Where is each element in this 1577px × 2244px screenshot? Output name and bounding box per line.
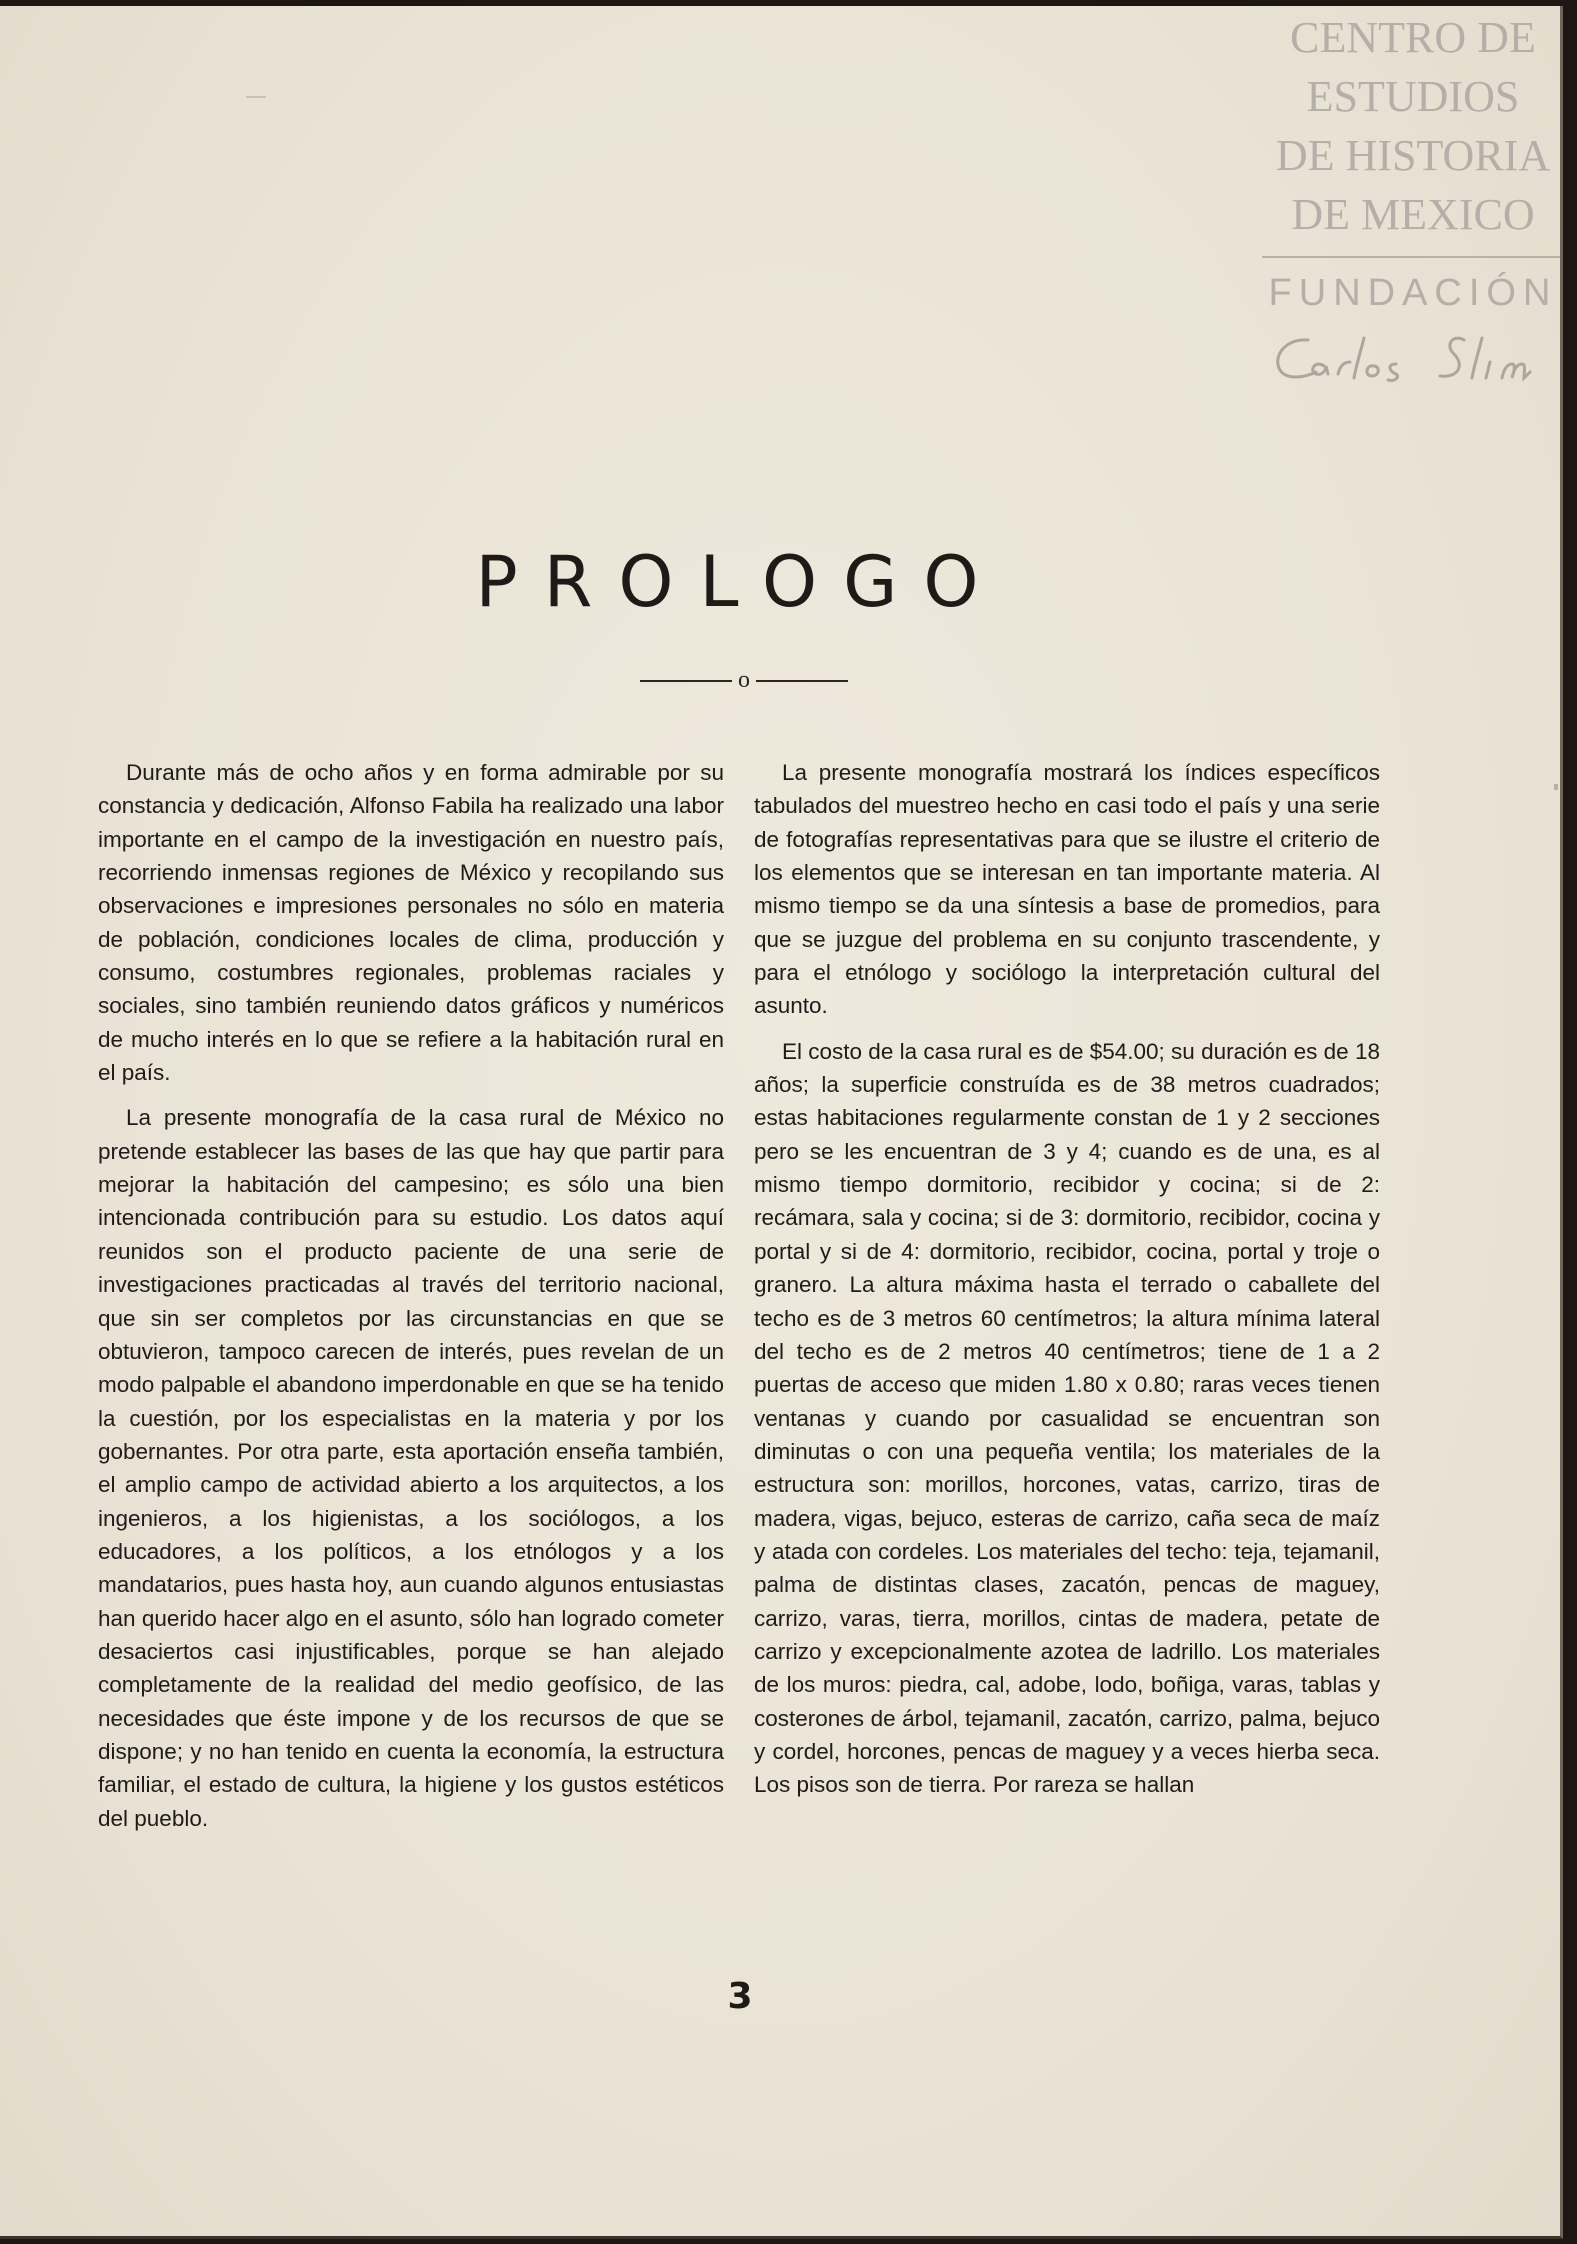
paragraph: Durante más de ocho años y en forma admirable por su constancia y dedicación, Alfonso Fabila ha realizado una labor importante en el campo de la investigación en nuestro país, recorriendo inmensas regiones de México y recopilando sus observaciones e impresiones personales no sólo en materia de población, condiciones locales de clima, producción y consumo, costumbres regionales, problemas raciales y sociales, sino también reuniendo datos gráficos y numéricos de mucho interés en lo que se refiere a la habitación rural en el país.: [98, 760, 724, 1086]
page-number: 3: [727, 1976, 753, 2017]
stamp-divider: [1262, 256, 1563, 258]
stamp-line-3: DE HISTORIA: [1275, 131, 1551, 180]
stamp-line-1: CENTRO DE: [1290, 13, 1536, 62]
document-page: [0, 6, 1563, 2239]
title-ornament: [640, 666, 848, 694]
stamp-signature: [1258, 322, 1563, 394]
page-speck: [246, 96, 266, 98]
paragraph: El costo de la casa rural es de $54.00; su duración es de 18 años; la superficie construída es de 38 metros cuadrados; estas habitaciones regularmente constan de 1 y 2 secciones pero se les encuentran de 3 y 4; cuando es de una, es al mismo tiempo dormitorio, recibidor y cocina; si de 2: recámara, sala y cocina; si de 3: dormitorio, recibidor, cocina y portal y si de 4: dormitorio, recibidor, cocina, portal y troje o granero. La altura máxima hasta el terrado o caballete del techo es de 3 metros 60 centímetros; la altura mínima lateral del techo es de 2 metros 40 centímetros; tiene de 1 a 2 puertas de acceso que miden 1.80 x 0.80; raras veces tienen ventanas y cuando por casualidad se encuentran son diminutas o con una pequeña ventila; los materiales de la estructura son: morillos, horcones, vatas, carrizo, tiras de madera, vigas, bejuco, esteras de carrizo, caña seca de maíz y atada con cordeles. Los materiales del techo: teja, tejamanil, palma de distintas clases, zacatón, pencas de maguey, carrizo, varas, tierra, morillos, cintas de madera, petate de carrizo y excepcionalmente azotea de ladrillo. Los materiales de los muros: piedra, cal, adobe, lodo, boñiga, varas, tablas y costerones de árbol, tejamanil, zacatón, carrizo, palma, bejuco y cordel, horcones, pencas de maguey y a veces hierba seca. Los pisos son de tierra. Por rareza se hallan: [754, 1038, 1380, 1798]
signature-icon: [1268, 322, 1563, 394]
page-speck-right: [1554, 784, 1558, 790]
text-column-right: [754, 756, 1380, 1814]
page-title: PROLOGO: [475, 541, 1005, 623]
stamp-line-4: DE MEXICO: [1291, 190, 1535, 239]
archive-watermark-stamp: [1258, 8, 1563, 394]
ornament-rule-left: [640, 680, 732, 682]
ornament-circle: o: [738, 667, 750, 693]
paragraph: La presente monografía mostrará los índices específicos tabulados del muestreo hecho en casi todo el país y una serie de fotografías representativas para que se ilustre el criterio de los elementos que se interesan en tan importante materia. Al mismo tiempo se da una síntesis a base de promedios, para que se juzgue del problema en su conjunto trascendente, y para el etnólogo y sociólogo la interpretación cultural del asunto.: [754, 760, 1380, 1019]
ornament-rule-right: [756, 680, 848, 682]
paragraph: La presente monografía de la casa rural de México no pretende establecer las bases de las que hay que partir para mejorar la habitación del campesino; es sólo una bien intencionada contribución para su estudio. Los datos aquí reunidos son el producto paciente de una serie de investigaciones practicadas al través del territorio nacional, que sin ser completos por las circunstancias en que se obtuvieron, tampoco carecen de interés, pues revelan de un modo palpable el abandono imperdonable en que se ha tenido la cuestión, por los especialistas en la materia y por los gobernantes. Por otra parte, esta aportación enseña también, el amplio campo de actividad abierto a los arquitectos, a los ingenieros, a los higienistas, a los sociólogos, a los educadores, a los políticos, a los etnólogos y a los mandatarios, pues hasta hoy, aun cuando algunos entusiastas han querido hacer algo en el asunto, sólo han logrado cometer desaciertos casi injustificables, porque se han alejado completamente de la realidad del medio geofísico, de las necesidades que éste impone y de los recursos de que se dispone; y no han tenido en cuenta la economía, la estructura familiar, el estado de cultura, la higiene y los gustos estéticos del pueblo.: [98, 1105, 724, 1831]
text-column-left: [98, 756, 724, 1847]
stamp-line-2: ESTUDIOS: [1306, 72, 1520, 121]
stamp-foundation: FUNDACIÓN: [1268, 272, 1558, 314]
